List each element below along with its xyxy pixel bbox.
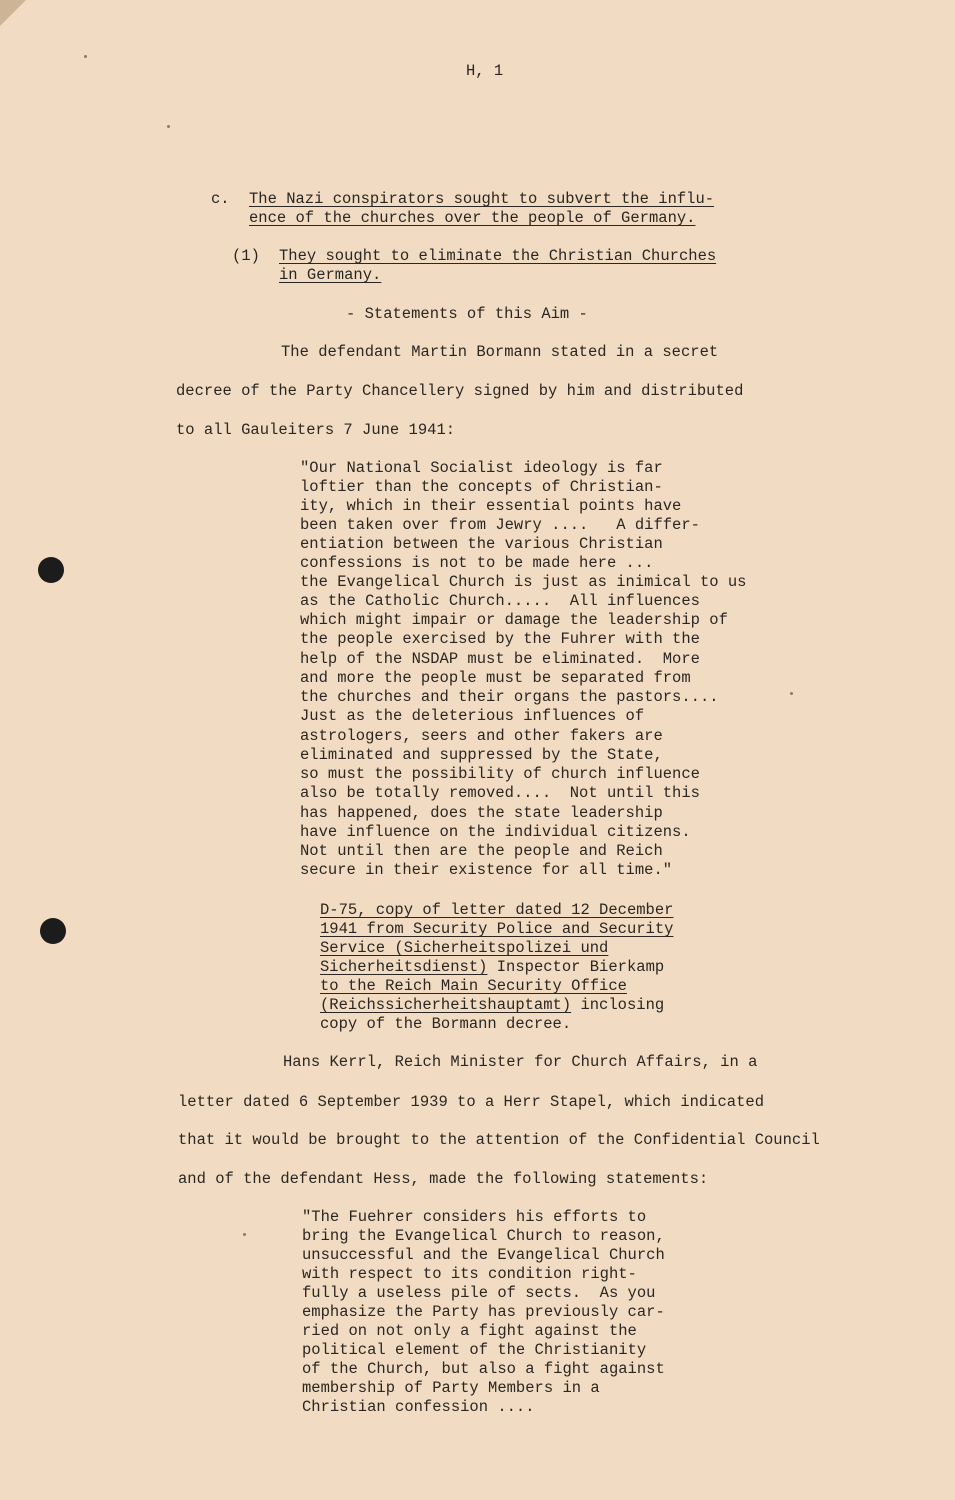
heading-1-marker: (1) xyxy=(232,247,260,265)
quote-1-line: Not until then are the people and Reich xyxy=(300,842,663,860)
quote-1-line: help of the NSDAP must be eliminated. More xyxy=(300,650,700,668)
intro-line: The defendant Martin Bormann stated in a secret xyxy=(281,343,719,361)
citation-line: copy of the Bormann decree. xyxy=(320,1015,572,1033)
quote-1-line: ity, which in their essential points have xyxy=(300,497,682,515)
second-paragraph-line: that it would be brought to the attention of the Confidential Council xyxy=(178,1131,820,1149)
quote-2-line: bring the Evangelical Church to reason, xyxy=(302,1227,665,1245)
quote-1-line: entiation between the various Christian xyxy=(300,535,663,553)
heading-c-line: The Nazi conspirators sought to subvert the influ- xyxy=(249,190,715,208)
quote-1-line: also be totally removed.... Not until this xyxy=(300,784,700,802)
folded-corner xyxy=(0,0,26,26)
quote-2-line: fully a useless pile of sects. As you xyxy=(302,1284,656,1302)
quote-1-line: Just as the deleterious influences of xyxy=(300,707,645,725)
citation-line: Service (Sicherheitspolizei und xyxy=(320,939,609,957)
quote-1-line: have influence on the individual citizens. xyxy=(300,823,691,841)
heading-c-line: ence of the churches over the people of Germany. xyxy=(249,209,696,227)
intro-line: decree of the Party Chancellery signed by him and distributed xyxy=(176,382,744,400)
heading-c-marker: c. xyxy=(211,190,230,208)
quote-2-line: "The Fuehrer considers his efforts to xyxy=(302,1208,647,1226)
quote-2-line: emphasize the Party has previously car- xyxy=(302,1303,665,1321)
quote-1-line: has happened, does the state leadership xyxy=(300,804,663,822)
intro-line: to all Gauleiters 7 June 1941: xyxy=(176,421,456,439)
quote-1-line: secure in their existence for all time." xyxy=(300,861,673,879)
quote-1-line: and more the people must be separated from xyxy=(300,669,691,687)
second-paragraph-line: letter dated 6 September 1939 to a Herr Stapel, which indicated xyxy=(178,1093,764,1111)
quote-1-line: as the Catholic Church..... All influences xyxy=(300,592,700,610)
punch-hole-lower xyxy=(40,918,66,944)
quote-2-line: ried on not only a fight against the xyxy=(302,1322,637,1340)
quote-1-line: "Our National Socialist ideology is far xyxy=(300,459,663,477)
section-title: - Statements of this Aim - xyxy=(346,305,588,323)
citation-line xyxy=(320,996,664,1014)
paper-speck xyxy=(167,125,170,128)
heading-1-line: They sought to eliminate the Christian Churches xyxy=(279,247,717,265)
citation-line xyxy=(320,958,664,976)
quote-1-line: the churches and their organs the pastors.... xyxy=(300,688,719,706)
punch-hole-upper xyxy=(38,557,64,583)
quote-2-line: political element of the Christianity xyxy=(302,1341,647,1359)
citation-line: 1941 from Security Police and Security xyxy=(320,920,674,938)
quote-1-line: the Evangelical Church is just as inimical to us xyxy=(300,573,747,591)
citation-plain-part: inclosing xyxy=(571,996,665,1014)
quote-2-line: of the Church, but also a fight against xyxy=(302,1360,665,1378)
quote-2-line: with respect to its condition right- xyxy=(302,1265,637,1283)
paper-speck xyxy=(243,1233,246,1236)
citation-underlined-part: Sicherheitsdienst) xyxy=(320,958,488,976)
quote-1-line: so must the possibility of church influence xyxy=(300,765,700,783)
quote-1-line: loftier than the concepts of Christian- xyxy=(300,478,663,496)
quote-1-line: been taken over from Jewry .... A differ- xyxy=(300,516,700,534)
quote-1-line: eliminated and suppressed by the State, xyxy=(300,746,663,764)
heading-1-line: in Germany. xyxy=(279,266,382,284)
second-paragraph-line: Hans Kerrl, Reich Minister for Church Affairs, in a xyxy=(283,1053,758,1071)
citation-line: to the Reich Main Security Office xyxy=(320,977,627,995)
quote-1-line: astrologers, seers and other fakers are xyxy=(300,727,663,745)
quote-1-line: which might impair or damage the leadership of xyxy=(300,611,728,629)
quote-1-line: the people exercised by the Fuhrer with the xyxy=(300,630,700,648)
page-number: H, 1 xyxy=(466,62,504,80)
quote-2-line: unsuccessful and the Evangelical Church xyxy=(302,1246,665,1264)
second-paragraph-line: and of the defendant Hess, made the following statements: xyxy=(178,1170,709,1188)
quote-2-line: membership of Party Members in a xyxy=(302,1379,600,1397)
citation-line: D-75, copy of letter dated 12 December xyxy=(320,901,674,919)
citation-plain-part: Inspector Bierkamp xyxy=(487,958,665,976)
paper-speck xyxy=(84,55,87,58)
paper-speck xyxy=(790,692,793,695)
quote-2-line: Christian confession .... xyxy=(302,1398,535,1416)
quote-1-line: confessions is not to be made here ... xyxy=(300,554,654,572)
citation-underlined-part: (Reichssicherheitshauptamt) xyxy=(320,996,572,1014)
